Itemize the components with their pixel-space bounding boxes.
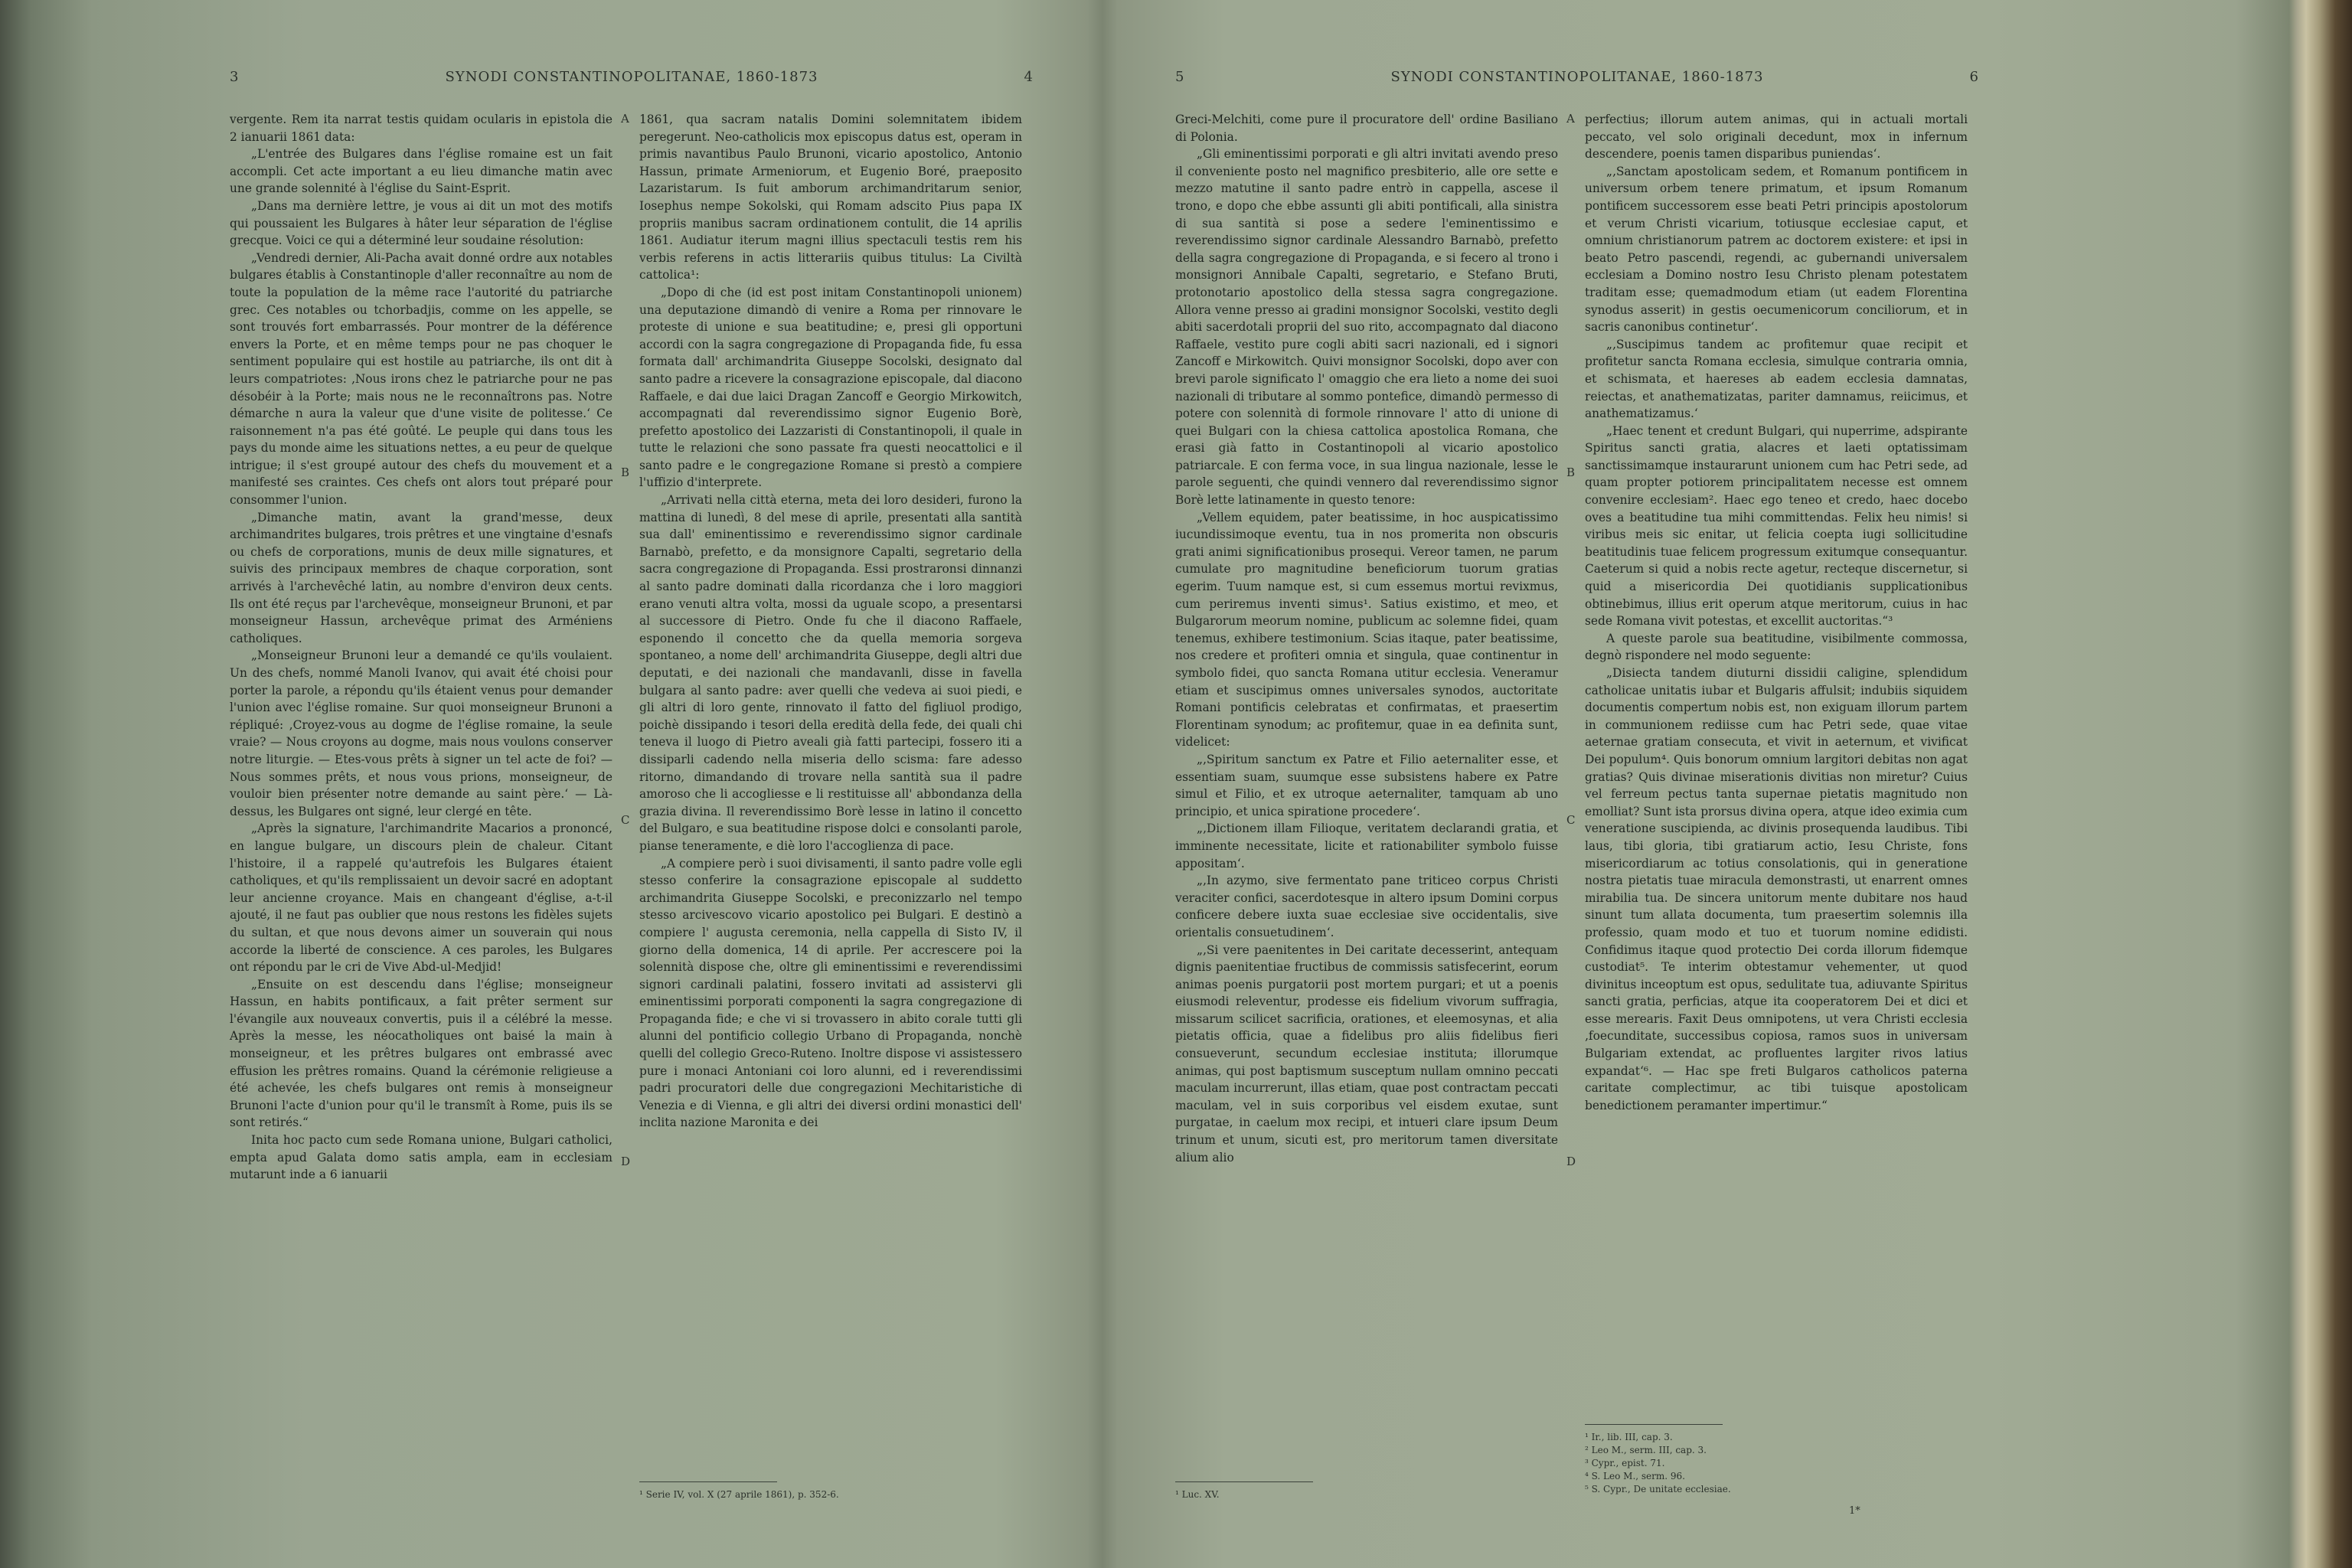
footnote: ¹ Luc. XV. [1175, 1489, 1220, 1500]
footnote: ¹ Ir., lib. III, cap. 3. [1585, 1432, 1673, 1442]
page-number-4: 4 [1024, 69, 1034, 85]
running-head-left [230, 69, 1034, 92]
footnote: ⁴ S. Leo M., serm. 96. [1585, 1471, 1685, 1481]
running-title: SYNODI CONSTANTINOPOLITANAE, 1860-1873 [445, 69, 818, 85]
page-number-6: 6 [1969, 69, 1979, 85]
paragraph: „‚Spiritum sanctum ex Patre et Filio aeternaliter esse, et essentiam suam, suumque esse subsistens habere ex Patre simul et Filio, et ex utroque aeternaliter, tamquam ab uno principio, et unica spiratione procedere‘. [1175, 752, 1558, 818]
paragraph: „‚Sanctam apostolicam sedem, et Romanum pontificem in universum orbem tenere primatum, et ipsum Romanum pontificem successorem esse beati Petri principis apostolorum et verum Christi vicarium, totiusque ecclesiae caput, et omnium christianorum patrem ac doctorem existere: et ipsi in beato Petro pascendi, regendi, ac gubernandi universalem ecclesiam a Domino nostro Iesu Christo plenam potestatem traditam esse; quemadmodum etiam (ut eadem Florentina synodus asserit) in gestis oecumenicorum conciliorum, et in sacris canonibus continetur‘. [1585, 164, 1968, 335]
paragraph: „Monseigneur Brunoni leur a demandé ce qu'ils voulaient. Un des chefs, nommé Manoli Ivanov, qui avait été choisi pour porter la parole, a répondu qu'ils étaient venus pour demander l'union avec l'église romaine. Sur quoi monseigneur Brunoni a répliqué: ‚Croyez-vous au dogme de l'église romaine, la seule vraie? — Nous croyons au dogme, mais nous voulons conserver notre liturgie. — Etes-vous prêts à signer un tel acte de foi? — Nous sommes prêts, et nous vous prions, monseigneur, de vouloir bien présenter notre demande au saint père.‘ — Là-dessus, les Bulgares ont signé, leur clergé en tête. [230, 648, 612, 818]
paragraph: A queste parole sua beatitudine, visibilmente commossa, degnò rispondere nel modo seguente: [1585, 631, 1968, 663]
running-head-right [1175, 69, 1979, 92]
footnote: ³ Cypr., epist. 71. [1585, 1458, 1665, 1468]
paragraph: „Haec tenent et credunt Bulgari, qui nuperrime, adspirante Spiritus sancti gratia, alacres et laeti optatissimam sanctissimamque instaurarunt unionem cum hac Petri sede, ad quam propter potiorem principalitatem necesse est omnem convenire ecclesiam². Haec ego teneo et credo, haec docebo oves a beatitudine tua mihi committendas. Felix heu nimis! si viribus meis sic enitar, ut felicia coepta iugi sollicitudine beatitudinis tuae felicem progressum exitumque consequantur. Caeterum si quid a nobis recte agetur, recteque discernetur, si quid a misericordia Dei quotidianis supplicationibus obtinebimus, illius erit operum atque meritorum, cuius in hac sede Romana vivit potestas, et excellit auctoritas.“³ [1585, 423, 1968, 629]
paragraph: „‚Si vere paenitentes in Dei caritate decesserint, antequam dignis paenitentiae fructibus de commissis satisfecerint, eorum animas poenis purgatorii post mortem purgari; et ut a poenis eiusmodi releventur, prodesse eis fidelium vivorum suffragia, missarum scilicet sacrificia, orationes, et eleemosynas, et alia pietatis officia, quae a fidelibus pro aliis fidelibus fieri consueverunt, secundum ecclesiae instituta; illorumque animas, qui post baptismum susceptum nullam omnino peccati maculam incurrerunt, illas etiam, quae post contractam peccati maculam, vel in suis corporibus vel eisdem exutae, sunt purgatae, in caelum mox recipi, et intueri clare ipsum Deum trinum et unum, sicuti est, pro meritorum tamen diversitate alium alio [1175, 942, 1558, 1165]
paragraph: „Gli eminentissimi porporati e gli altri invitati avendo preso il conveniente posto nel magnifico presbiterio, alle ore sette e mezzo matutine il santo padre entrò in cappella, ascese il trono, e dopo che ebbe assunti gli abiti pontificali, alla sinistra di sua santità si pose a sedere l'eminentissimo e reverendissimo signor cardinale Alessandro Barnabò, prefetto della sagra congregazione di Propaganda, e si fecero al trono i monsignori Annibale Capalti, segretario, e Stefano Bruti, protonotario apostolico della stessa sagra congregazione. Allora venne presso ai gradini monsignor Socolski, vestito degli abiti sacerdotali proprii del suo rito, accompagnato dal diacono Raffaele, vestito pure cogli abiti sacri nazionali, ed i signori Zancoff e Mirkowitch. Quivi monsignor Socolski, dopo aver con brevi parole significato l' omaggio che era lieto a nome dei suoi nazionali di tributare al sommo pontefice, dimandò permesso di potere con solennità di formole rinnovare l' atto di unione di quei Bulgari con la chiesa cattolica apostolica Romana, che erasi già fatto in Costantinopoli al vicario apostolico patriarcale. E con ferma voce, in sua lingua nazionale, lesse le parole seguenti, che quindi vennero dal reverendissimo signor Borè lette latinamente in questo tenore: [1175, 147, 1558, 508]
paragraph: „Après la signature, l'archimandrite Macarios a prononcé, en langue bulgare, un discours plein de chaleur. Citant l'histoire, il a rappelé qu'autrefois les Bulgares étaient catholiques, et qu'ils remplissaient un devoir sacré en adoptant leur ancienne croyance. Mais en changeant d'église, a-t-il ajouté, il ne faut pas oublier que nous restons les fidèles sujets du sultan, et que nous devons aimer un souverain qui nous accorde la liberté de conscience. A ces paroles, les Bulgares ont répondu par le cri de Vive Abd-ul-Medjid! [230, 822, 612, 975]
footnote: ¹ Serie IV, vol. X (27 aprile 1861), p. 352-6. [639, 1489, 839, 1500]
margin-letter-c: C [621, 813, 630, 827]
running-title: SYNODI CONSTANTINOPOLITANAE, 1860-1873 [1390, 69, 1764, 85]
paragraph: „‚Dictionem illam Filioque, veritatem declarandi gratia, et imminente necessitate, licite et rationabiliter symbolo fuisse appositam‘. [1175, 822, 1558, 871]
left-page [230, 0, 1034, 1568]
paragraph: „Dopo di che (id est post initam Constantinopoli unionem) una deputazione dimandò di venire a Roma per rinnovare le proteste di unione e sua beatitudine; e, presi gli opportuni accordi con la sagra congregazione di Propaganda fide, fu essa formata dall' archimandrita Giuseppe Socolski, designato dal santo padre a ricevere la consagrazione episcopale, dal diacono Raffaele, e dai due laici Dragan Zancoff e Georgio Mirkowitch, accompagnati dal reverendissimo signor Eugenio Borè, prefetto apostolico dei Lazzaristi di Constantinopoli, il quale in tutte le relazioni che sono passate fra questi neocattolici e il santo padre e le congregazione Romane si prestò a compiere l'uffizio d'interprete. [639, 285, 1022, 490]
paragraph: Inita hoc pacto cum sede Romana unione, Bulgari catholici, empta apud Galata domo satis ampla, eam in ecclesiam mutarunt inde a 6 ianuarii [230, 1133, 612, 1182]
right-page-footnotes-col2 [1585, 1424, 1968, 1496]
paragraph: Greci-Melchiti, come pure il procuratore dell' ordine Basiliano di Polonia. [1175, 113, 1558, 144]
paragraph: „‚In azymo, sive fermentato pane triticeo corpus Christi veraciter confici, sacerdotesque in altero ipsum Domini corpus conficere debere iuxta suae ecclesiae sive occidentalis, sive orientalis consuetudinem‘. [1175, 874, 1558, 939]
margin-letter-a: A [1566, 112, 1575, 126]
paragraph: „A compiere però i suoi divisamenti, il santo padre volle egli stesso conferire la consagrazione episcopale al suddetto archimandrita Giuseppe Socolski, e preconizzarlo nel tempo stesso arcivescovo vicario apostolico pei Bulgari. E destinò a compiere l' augusta ceremonia, nella cappella di Sisto IV, il giorno della domenica, 14 di aprile. Per accrescere poi la solennità dispose che, oltre gli eminentissimi e reverendissimi signori cardinali palatini, fossero invitati ad assistervi gli eminentissimi porporati componenti la sagra congregazione di Propaganda fide; e che vi si trovassero in abito corale tutti gli alunni del pontificio collegio Urbano di Propaganda, nonchè quelli del collegio Greco-Ruteno. Inoltre dispose vi assistessero pure i monaci Antoniani coi loro alunni, ed i reverendissimi padri procuratori delle due congregazioni Mechitaristiche di Venezia e di Vienna, e gli altri dei diversi ordini monastici dell' inclita nazione Maronita e dei [639, 856, 1022, 1130]
right-page-column-1 [1175, 111, 1558, 1166]
footnote: ⁵ S. Cypr., De unitate ecclesiae. [1585, 1484, 1731, 1494]
left-page-column-2 [639, 111, 1022, 1132]
right-page [1175, 0, 1979, 1568]
paragraph: 1861, qua sacram natalis Domini solemnitatem ibidem peregerunt. Neo-catholicis mox episcopus datus est, operam in primis navantibus Paulo Brunoni, vicario apostolico, Antonio Hassun, primate Armeniorum, et Eugenio Boré, praeposito Lazaristarum. Is fuit amborum archimandritarum senior, Iosephus nempe Sokolski, qui Romam adscito Pius papa IX propriis manibus sacram ordinationem contulit, die 14 aprilis 1861. Audiatur iterum magni illius spectaculi testis rem his verbis referens in actis litterariis quibus titulus: La Civiltà cattolica¹: [639, 113, 1022, 283]
margin-letter-d: D [621, 1155, 631, 1168]
margin-letter-c: C [1566, 813, 1576, 827]
paragraph: „Vellem equidem, pater beatissime, in hoc auspicatissimo iucundissimoque eventu, tua in nos promerita non obscuris grati animi significationibus prosequi. Vereor tamen, ne parum cumulate pro magnitudine beneficiorum tuorum gratias egerim. Tuum namque est, si cum essemus mortui revixmus, cum periremus inventi simus¹. Satius existimo, et meo, et Bulgarorum meorum nomine, publicum ac solemne fidei, quam tenemus, exhibere testimonium. Scias itaque, pater beatissime, nos credere et profiteri omnia et singula, quae continentur in symbolo fidei, quo sancta Romana utitur ecclesia. Veneramur etiam et suscipimus omnes universales synodos, auctoritate Romani pontificis celebratas et confirmatas, et praesertim Florentinam synodum; ac profitemur, quae in ea definita sunt, videlicet: [1175, 510, 1558, 750]
paragraph: vergente. Rem ita narrat testis quidam ocularis in epistola die 2 ianuarii 1861 data: [230, 113, 612, 144]
paragraph: „Ensuite on est descendu dans l'église; monseigneur Hassun, en habits pontificaux, a fait prêter serment sur l'évangile aux nouveaux convertis, puis il a célébré la messe. Après la messe, les néocatholiques ont baisé la main à monseigneur, et les prêtres bulgares ont embrassé avec effusion les prêtres romains. Quand la cérémonie religieuse a été achevée, les chefs bulgares ont remis à monseigneur Brunoni l'acte d'union pour qu'il le transmît à Rome, puis ils se sont retirés.“ [230, 977, 612, 1130]
left-page-column-1 [230, 111, 612, 1184]
paragraph: perfectius; illorum autem animas, qui in actuali mortali peccato, vel solo originali decedunt, mox in infernum descendere, poenis tamen disparibus puniendas‘. [1585, 113, 1968, 162]
margin-letter-d: D [1566, 1155, 1576, 1168]
right-page-column-2 [1585, 111, 1968, 1114]
footnote-rule [1585, 1424, 1723, 1425]
margin-letter-b: B [1566, 466, 1576, 479]
paragraph: „Vendredi dernier, Ali-Pacha avait donné ordre aux notables bulgares établis à Constantinople d'aller reconnaître au nom de toute la population de la même race l'autorité du patriarche grec. Ces notables ou tchorbadjis, comme on les appelle, se sont trouvés fort embarrassés. Pour montrer de la déférence envers la Porte, et en même temps pour ne pas choquer le sentiment populaire qui est hostile au patriarche, ils ont dit à leurs compatriotes: ‚Nous irons chez le patriarche pour ne pas désobéir à la Porte; mais nous ne le reconnaîtrons pas. Notre démarche n aura la valeur que d'une visite de politesse.‘ Ce raisonnement n'a pas été goûté. Le peuple qui dans tous les pays du monde aime les situations nettes, a eu peur de quelque intrigue; il s'est groupé autour des chefs du mouvement et a manifesté ses craintes. Ces chefs ont alors tout préparé pour consommer l'union. [230, 250, 612, 508]
paragraph: „Disiecta tandem diuturni dissidii caligine, splendidum catholicae unitatis iubar et Bulgaris affulsit; indubiis siquidem documentis compertum nobis est, non exiguam illorum partem in communionem rediisse cum hac Petri sede, quae vitae aeternae gratiam consecuta, et vivit in aeternum, et vivificat Dei populum⁴. Quis bonorum omnium largitori debitas non agat gratias? Quis divinae miserationis divitias non miretur? Cuius vel ferreum pectus tanta supernae pietatis magnitudo non emolliat? Sunt ista prorsus divina opera, atque ideo eximia cum veneratione suscipienda, ac divinis prosequenda laudibus. Tibi laus, tibi gloria, tibi gratiarum actio, Iesu Christe, fons misericordiarum ac totius consolationis, qui in generatione nostra pietatis tuae miracula demonstrasti, ut enarrent omnes mirabilia tua. De sincera unitorum mente dubitare nos haud sinunt tum allata documenta, tum praesertim solemnis illa professio, quam modo et tuo et tuorum nomine edidisti. Confidimus itaque quod protectio Dei corda illorum fidemque custodiat⁵. Te interim obtestamur vehementer, ut quod divinitus inceoptum est opus, sedulitate tua, adiuvante Spiritus sancti gratia, perficias, atque ita cooperatorem Dei et dici et esse merearis. Faxit Deus omnipotens, ut vera Christi ecclesia ‚foecunditate, successibus copiosa, ramos suos in universam Bulgariam extendat, ac profluentes largiter rivos latius expandat‘⁶. — Hac spe freti Bulgaros catholicos paterna caritate complectimur, ac tibi tuisque apostolicam benedictionem peramanter impertimur.“ [1585, 666, 1968, 1112]
paragraph: „Arrivati nella città eterna, meta dei loro desideri, furono la mattina di lunedì, 8 del mese di aprile, presentati alla santità sua dall' eminentissimo e reverendissimo signor cardinale Barnabò, prefetto, e da monsignore Capalti, segretario della sacra congregazione di Propaganda. Essi prostraronsi dinnanzi al santo padre dominati dalla ricordanza che i loro maggiori erano venuti altra volta, mossi da uguale scopo, a presentarsi al successore di Pietro. Onde fu che il diacono Raffaele, esponendo il concetto che da quella memoria sorgeva spontaneo, a nome dell' archimandrita Giuseppe, degli altri due deputati, e dei nazionali che mandavanli, disse in favella bulgara al santo padre: aver quelli che vedeva ai suoi piedi, e gli altri di loro gente, rinnovato il fatto del figliuol prodigo, poichè dissipando i tesori della eredità della fede, dei quali chi teneva il luogo di Pietro aveali già fatti partecipi, fossero iti a dissiparli cadendo nella miseria dello scisma: fare adesso ritorno, dimandando di trovare nella santità sua il padre amoroso che li accogliesse e li restituisse all' abbondanza della grazia divina. Il reverendissimo Borè lesse in latino il concetto del Bulgaro, e sua beatitudine rispose dolci e consolanti parole, pianse teneramente, e diè loro l'accoglienza di pace. [639, 493, 1022, 853]
left-page-footnotes [639, 1481, 1022, 1501]
margin-letter-a: A [621, 112, 629, 126]
page-number-5: 5 [1175, 69, 1185, 85]
margin-letter-b: B [621, 466, 630, 479]
paragraph: „Dans ma dernière lettre, je vous ai dit un mot des motifs qui poussaient les Bulgares à hâter leur séparation de l'église grecque. Voici ce qui a déterminé leur soudaine résolution: [230, 198, 612, 248]
paragraph: „‚Suscipimus tandem ac profitemur quae recipit et profitetur sancta Romana ecclesia, simulque contraria omnia, et schismata, et haereses ab eadem ecclesia damnatas, reiectas, et anathematizatas, pariter damnamus, reiicimus, et anathematizamus.‘ [1585, 337, 1968, 421]
paragraph: „L'entrée des Bulgares dans l'église romaine est un fait accompli. Cet acte important a eu lieu dimanche matin avec une grande solennité à l'église du Saint-Esprit. [230, 147, 612, 196]
footnote-rule [1175, 1481, 1313, 1482]
footnote: ² Leo M., serm. III, cap. 3. [1585, 1445, 1707, 1455]
footnote-rule [639, 1481, 777, 1482]
right-page-footnotes-col1 [1175, 1481, 1558, 1501]
signature-mark: 1* [1849, 1505, 1860, 1517]
paragraph: „Dimanche matin, avant la grand'messe, deux archimandrites bulgares, trois prêtres et une vingtaine d'esnafs ou chefs de corporations, munis de deux mille signatures, et suivis des principaux membres de chaque corporation, sont arrivés à l'archevêché latin, au nombre d'environ deux cents. Ils ont été reçus par l'archevêque, monseigneur Brunoni, et par monseigneur Hassun, archevêque primat des Arméniens catholiques. [230, 510, 612, 645]
page-number-3: 3 [230, 69, 240, 85]
